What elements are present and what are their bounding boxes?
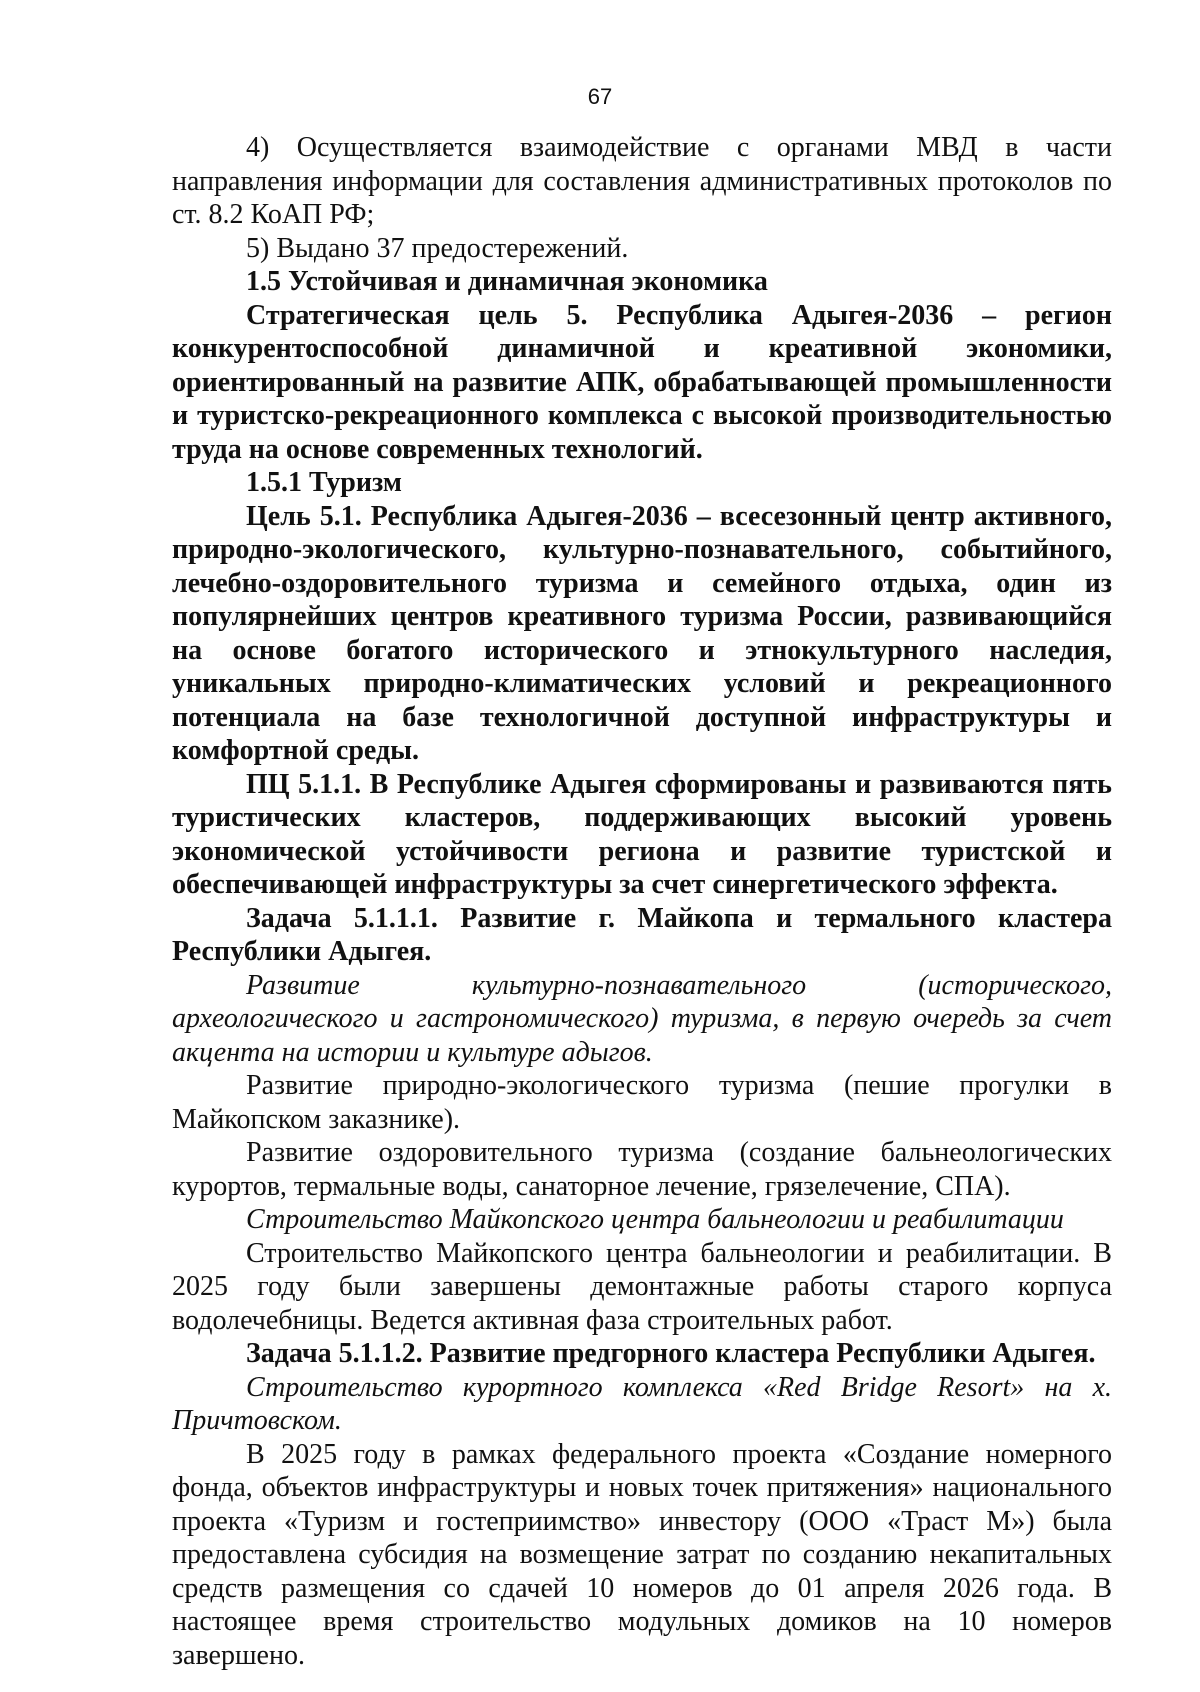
section-heading-tourism: 1.5.1 Туризм [246, 467, 402, 498]
cultural-tourism-development: Развитие культурно-познавательного (исторического, археологического и гастрономического) туризма, в первую очередь за счет акцента на истории и культуре адыгов. [172, 969, 1112, 1068]
section-heading-economy: 1.5 Устойчивая и динамичная экономика [246, 266, 768, 297]
paragraph-mvd-interaction: 4) Осуществляется взаимодействие с органами МВД в части направления информации для составления административных протоколов по ст. 8.2 КоАП РФ; [172, 132, 1112, 230]
page-number: 67 [587, 84, 613, 109]
red-bridge-resort-heading: Строительство курортного комплекса «Red Bridge Resort» на х. Причтовском. [172, 1371, 1112, 1436]
wellness-tourism-development: Развитие оздоровительного туризма (создание бальнеологических курортов, термальные воды, санаторное лечение, грязелечение, СПА). [172, 1137, 1112, 1202]
balneology-center-heading: Строительство Майкопского центра бальнеологии и реабилитации [246, 1204, 1064, 1235]
task-5-1-1-2: Задача 5.1.1.2. Развитие предгорного кластера Республики Адыгея. [246, 1338, 1096, 1369]
eco-tourism-development: Развитие природно-экологического туризма (пешие прогулки в Майкопском заказнике). [172, 1070, 1112, 1135]
goal-5-1: Цель 5.1. Республика Адыгея-2036 – всесезонный центр активного, природно-экологического, культурно-познавательного, событийного, лечебно-оздоровительного туризма и семейного отдыха, один из популярнейших центров креативного туризма России, развивающийся на основе богатого исторического и этнокультурного наследия, уникальных природно-климатических условий и рекреационного потенциала на базе технологичной доступной инфраструктуры и комфортной среды. [172, 500, 1112, 766]
target-5-1-1: ПЦ 5.1.1. В Республике Адыгея сформированы и развиваются пять туристических кластеров, поддерживающих высокий уровень экономической устойчивости региона и развитие туристской и обеспечивающей инфраструктуры за счет синергетического эффекта. [172, 768, 1112, 900]
paragraph-warnings-issued: 5) Выдано 37 предостережений. [246, 232, 629, 264]
balneology-center-status: Строительство Майкопского центра бальнеологии и реабилитации. В 2025 году были завершены демонтажные работы старого корпуса водолечебницы. Ведется активная фаза строительных работ. [172, 1237, 1112, 1336]
task-5-1-1-1: Задача 5.1.1.1. Развитие г. Майкопа и термального кластера Республики Адыгея. [172, 902, 1112, 967]
document-body [172, 131, 1112, 1672]
subsidy-paragraph: В 2025 году в рамках федерального проекта «Создание номерного фонда, объектов инфраструктуры и новых точек притяжения» национального проекта «Туризм и гостеприимство» инвестору (ООО «Траст М») была предоставлена субсидия на возмещение затрат по созданию некапитальных средств размещения со сдачей 10 номеров до 01 апреля 2026 года. В настоящее время строительство модульных домиков на 10 номеров завершено. [172, 1438, 1112, 1671]
strategic-goal-5: Стратегическая цель 5. Республика Адыгея-2036 – регион конкурентоспособной динамичной и креативной экономики, ориентированный на развитие АПК, обрабатывающей промышленности и туристско-рекреационного комплекса с высокой производительностью труда на основе современных технологий. [172, 299, 1112, 465]
